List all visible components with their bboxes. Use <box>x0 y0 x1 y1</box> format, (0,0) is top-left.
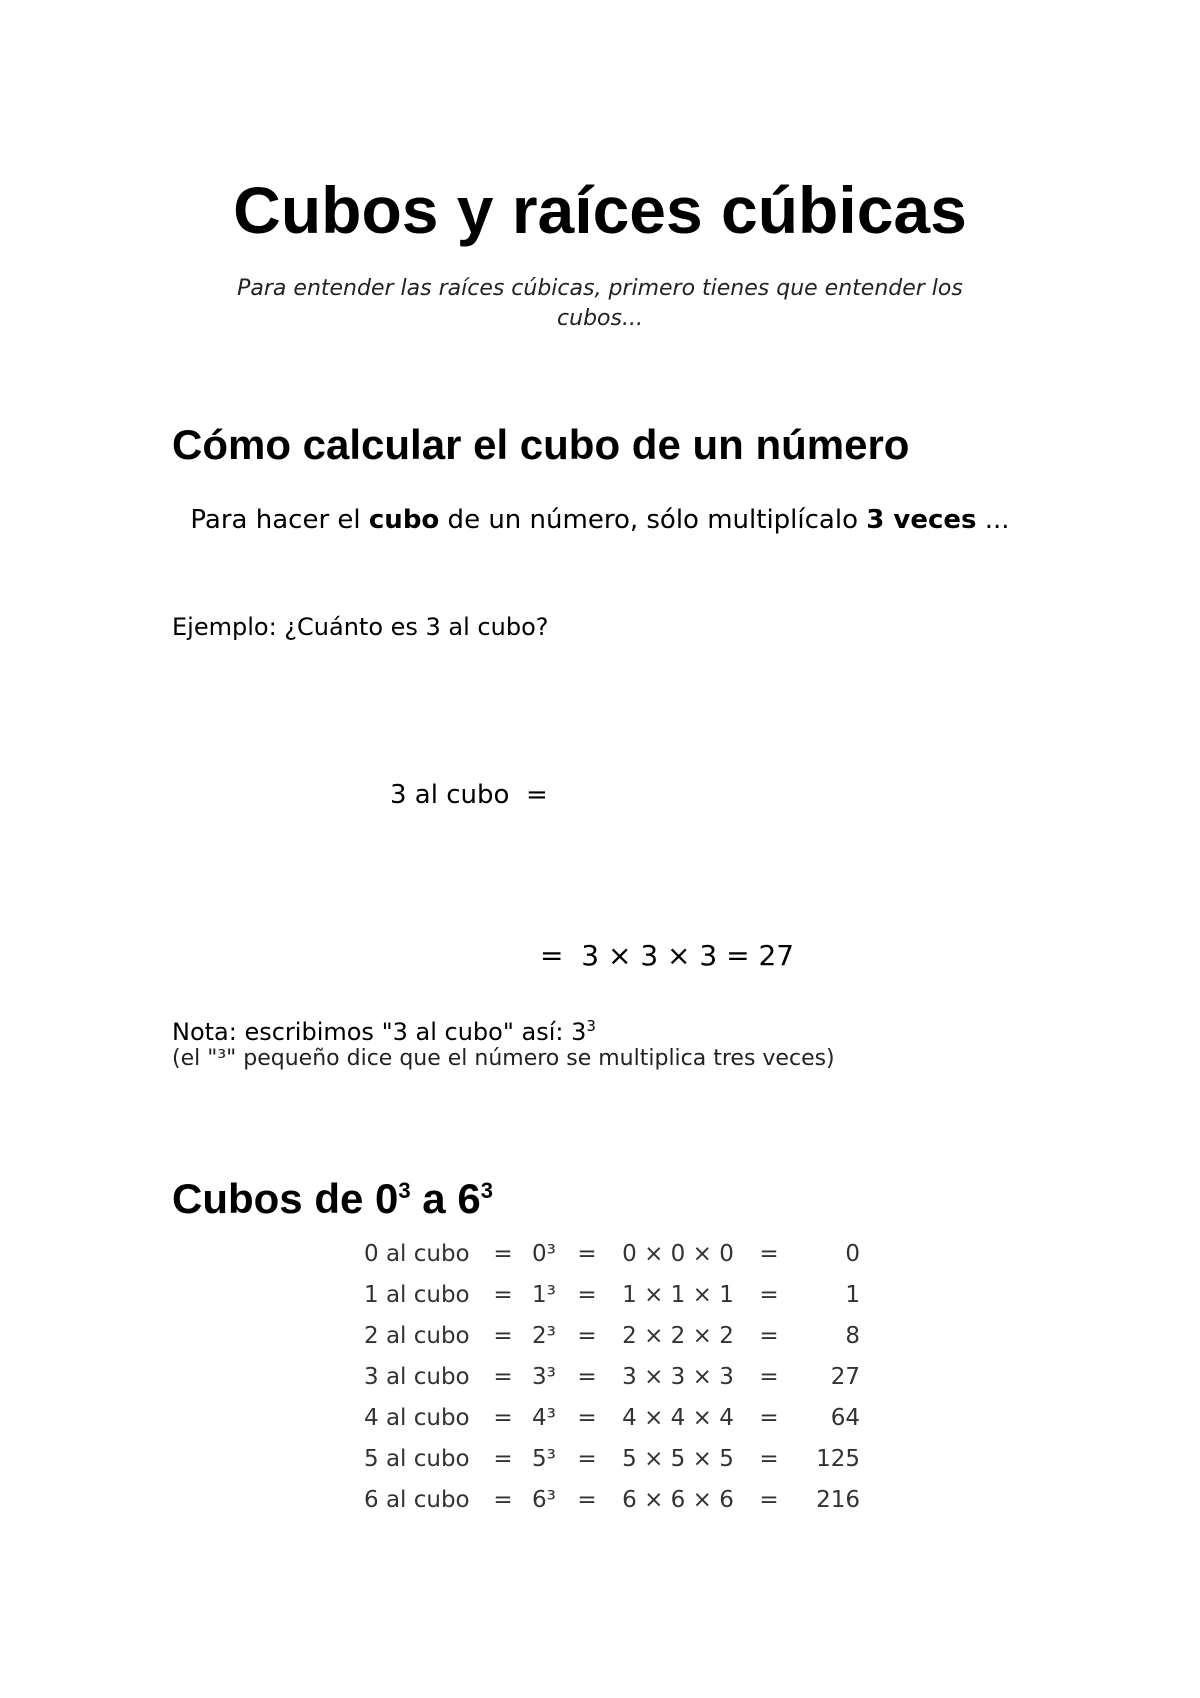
page-title: Cubos y raíces cúbicas <box>233 173 967 247</box>
equals-sign: = <box>577 1446 597 1472</box>
equals-sign: = <box>759 1487 779 1513</box>
row-product: 2 × 2 × 2 <box>622 1323 734 1349</box>
row-power: 3³ <box>532 1364 556 1390</box>
equals-sign: = <box>577 1241 597 1267</box>
row-result: 0 <box>845 1241 860 1267</box>
equals-sign: = <box>577 1323 597 1349</box>
equals-sign: = <box>493 1241 513 1267</box>
equals-sign: = <box>759 1364 779 1390</box>
heading-exponent-2: 3 <box>480 1178 493 1203</box>
intro-prefix: Para hacer el <box>190 505 369 535</box>
row-label: 0 al cubo <box>364 1241 470 1267</box>
equals-sign: = <box>759 1282 779 1308</box>
cubes-table-body <box>364 1234 860 1521</box>
intro-middle: de un número, sólo multiplícalo <box>439 505 867 535</box>
equals-sign: = <box>577 1405 597 1431</box>
row-power: 5³ <box>532 1446 556 1472</box>
note-text: Nota: escribimos "3 al cubo" así: <box>172 1018 572 1046</box>
equals-sign: = <box>759 1241 779 1267</box>
table-row <box>364 1439 860 1480</box>
note-explanation: (el "³" pequeño dice que el número se multiplica tres veces) <box>172 1046 835 1071</box>
row-label: 6 al cubo <box>364 1487 470 1513</box>
table-row <box>364 1398 860 1439</box>
page-subtitle: Para entender las raíces cúbicas, primero tienes que entender los cubos... <box>237 276 963 331</box>
equals-sign: = <box>493 1323 513 1349</box>
note-base: 3 <box>571 1018 587 1046</box>
row-label: 1 al cubo <box>364 1282 470 1308</box>
equals-sign: = <box>577 1487 597 1513</box>
note-line <box>172 1010 596 1048</box>
row-label: 2 al cubo <box>364 1323 470 1349</box>
row-product: 0 × 0 × 0 <box>622 1241 734 1267</box>
row-result: 8 <box>845 1323 860 1349</box>
equals-sign: = <box>493 1446 513 1472</box>
equals-sign: = <box>577 1282 597 1308</box>
table-row <box>364 1316 860 1357</box>
equals-sign: = <box>493 1282 513 1308</box>
table-row <box>364 1275 860 1316</box>
equals-sign: = <box>759 1446 779 1472</box>
equals-sign: = <box>577 1364 597 1390</box>
equals-sign: = <box>759 1323 779 1349</box>
table-row <box>364 1234 860 1275</box>
row-result: 27 <box>830 1364 860 1390</box>
row-power: 0³ <box>532 1241 556 1267</box>
cubes-table <box>364 1234 860 1521</box>
equals-sign: = <box>493 1487 513 1513</box>
row-product: 4 × 4 × 4 <box>622 1405 734 1431</box>
row-product: 5 × 5 × 5 <box>622 1446 734 1472</box>
row-label: 5 al cubo <box>364 1446 470 1472</box>
heading-middle: a 6 <box>410 1175 481 1222</box>
row-result: 216 <box>816 1487 860 1513</box>
row-label: 4 al cubo <box>364 1405 470 1431</box>
intro-bold-cubo: cubo <box>368 505 440 535</box>
section-heading-how-to-cube: Cómo calcular el cubo de un número <box>172 421 910 468</box>
row-label: 3 al cubo <box>364 1364 470 1390</box>
equals-sign: = <box>493 1405 513 1431</box>
row-power: 2³ <box>532 1323 556 1349</box>
intro-bold-3-veces: 3 veces <box>866 505 977 535</box>
table-row <box>364 1480 860 1521</box>
intro-suffix: ... <box>976 505 1010 535</box>
intro-paragraph <box>180 502 1020 538</box>
cube-result: = 3 × 3 × 3 = 27 <box>540 939 795 972</box>
section-heading-cubes-table <box>172 1166 493 1224</box>
row-product: 1 × 1 × 1 <box>622 1282 734 1308</box>
row-product: 3 × 3 × 3 <box>622 1364 734 1390</box>
equals-sign: = <box>759 1405 779 1431</box>
row-result: 1 <box>845 1282 860 1308</box>
equals-sign: = <box>493 1364 513 1390</box>
row-result: 125 <box>816 1446 860 1472</box>
cube-label: 3 al cubo = <box>390 780 548 810</box>
heading-prefix: Cubos de 0 <box>172 1175 399 1222</box>
heading-exponent-1: 3 <box>398 1178 411 1203</box>
row-power: 4³ <box>532 1405 556 1431</box>
note-exponent: 3 <box>586 1017 596 1035</box>
table-row <box>364 1357 860 1398</box>
example-question: Ejemplo: ¿Cuánto es 3 al cubo? <box>172 613 549 641</box>
row-power: 6³ <box>532 1487 556 1513</box>
row-product: 6 × 6 × 6 <box>622 1487 734 1513</box>
row-power: 1³ <box>532 1282 556 1308</box>
row-result: 64 <box>830 1405 860 1431</box>
